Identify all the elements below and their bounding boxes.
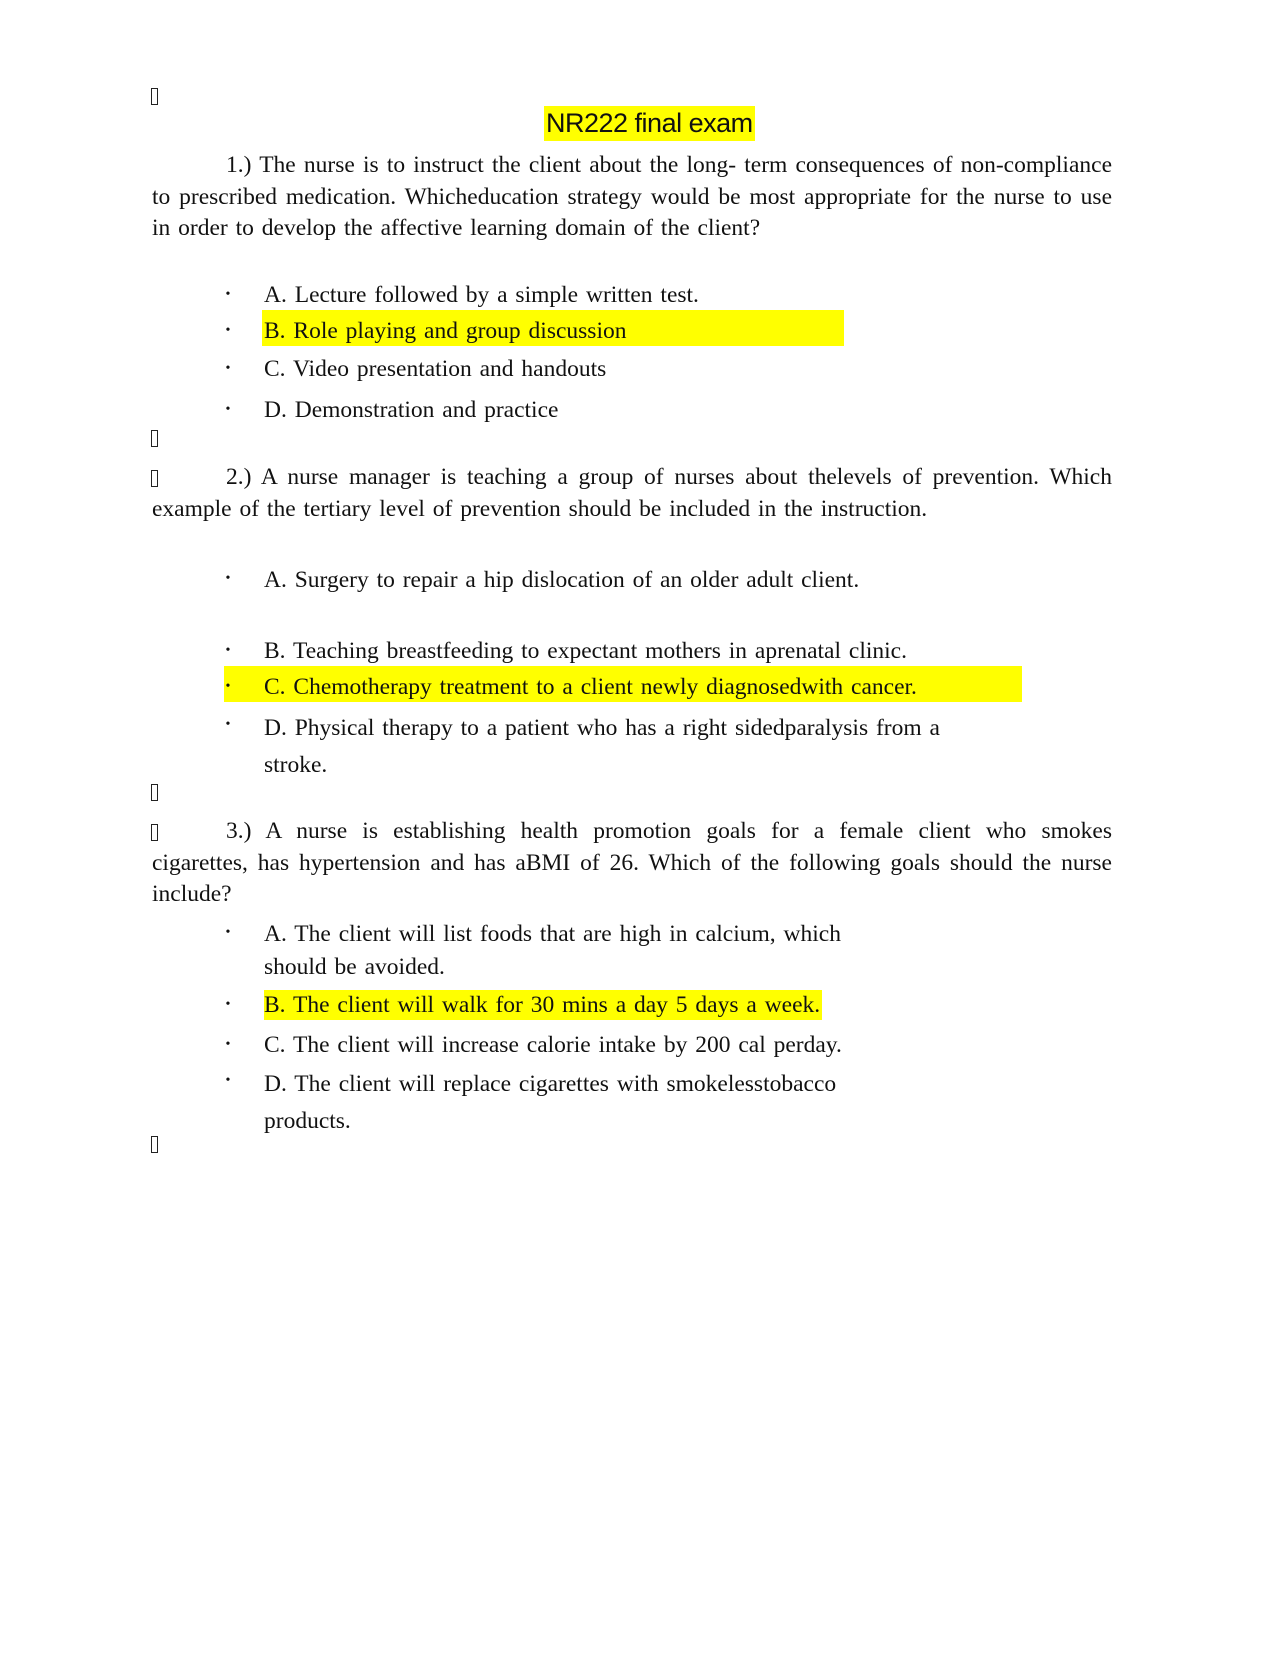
question-1-stem <box>152 150 1112 245</box>
option-label: C. Chemotherapy treatment to a client newly diagnosedwith cancer. <box>264 674 917 700</box>
bullet-icon: • <box>225 643 231 658</box>
option-label: B. Role playing and group discussion <box>264 318 627 344</box>
question-3-option-b[interactable] <box>224 990 1084 1026</box>
bullet-icon: • <box>225 1073 231 1088</box>
bullet-icon: • <box>225 361 231 376</box>
bullet-icon: • <box>225 402 231 417</box>
question-text: A nurse manager is teaching a group of nurses about thelevels of prevention. Which example of the tertiary level of prevention should be included in the instruction. <box>152 464 1112 522</box>
question-3-option-c[interactable] <box>224 1030 1084 1066</box>
missing-glyph-icon <box>151 784 158 801</box>
bullet-icon: • <box>225 323 231 338</box>
option-label: B. The client will walk for 30 mins a day 5 days a week. <box>264 992 821 1018</box>
question-1-option-c[interactable] <box>224 354 1084 390</box>
question-2-option-d[interactable] <box>224 710 1084 782</box>
bullet-icon: • <box>225 1037 231 1052</box>
missing-glyph-icon <box>151 1136 158 1153</box>
question-text: The nurse is to instruct the client about the long- term consequences of non-compliance to prescribed medication. Whicheducation strategy would be most appropriate for the nurse to use in order to develop the affective learning domain of the client? <box>152 152 1112 241</box>
bullet-icon: • <box>225 679 231 694</box>
option-label: D. The client will replace cigarettes with smokelesstobacco products. <box>264 1071 837 1134</box>
question-number: 1.) <box>226 152 252 178</box>
option-label: D. Physical therapy to a patient who has a right sidedparalysis from a stroke. <box>264 715 940 778</box>
question-3-stem <box>152 816 1112 911</box>
question-3-option-a[interactable] <box>224 918 1084 988</box>
bullet-icon: • <box>225 925 231 940</box>
option-label: C. Video presentation and handouts <box>264 356 607 382</box>
question-text: A nurse is establishing health promotion goals for a female client who smokes cigarettes, has hypertension and has aBMI of 26. Which of the following goals should the nurse include? <box>152 818 1112 907</box>
bullet-icon: • <box>225 287 231 302</box>
option-label: C. The client will increase calorie intake by 200 cal perday. <box>264 1032 842 1058</box>
question-2-option-c[interactable] <box>224 672 1084 708</box>
bullet-icon: • <box>225 571 231 586</box>
bullet-icon: • <box>225 997 231 1012</box>
bullet-icon: • <box>225 717 231 732</box>
question-number: 3.) <box>226 818 252 844</box>
question-1-option-d[interactable] <box>224 395 1084 431</box>
missing-glyph-icon <box>151 430 158 447</box>
option-label: A. Surgery to repair a hip dislocation of an older adult client. <box>264 567 860 593</box>
question-3-option-d[interactable] <box>224 1066 1084 1138</box>
question-2-stem <box>152 462 1112 525</box>
option-label: B. Teaching breastfeeding to expectant mothers in aprenatal clinic. <box>264 638 907 664</box>
question-2-option-a[interactable] <box>224 564 1084 634</box>
option-label: D. Demonstration and practice <box>264 397 559 423</box>
question-number: 2.) <box>226 464 252 490</box>
missing-glyph-icon <box>151 88 158 105</box>
option-label: A. Lecture followed by a simple written test. <box>264 282 699 308</box>
option-label: A. The client will list foods that are high in calcium, which should be avoided. <box>264 921 841 980</box>
document-title: NR222 final exam <box>544 106 755 141</box>
question-1-option-b[interactable] <box>224 316 1084 352</box>
